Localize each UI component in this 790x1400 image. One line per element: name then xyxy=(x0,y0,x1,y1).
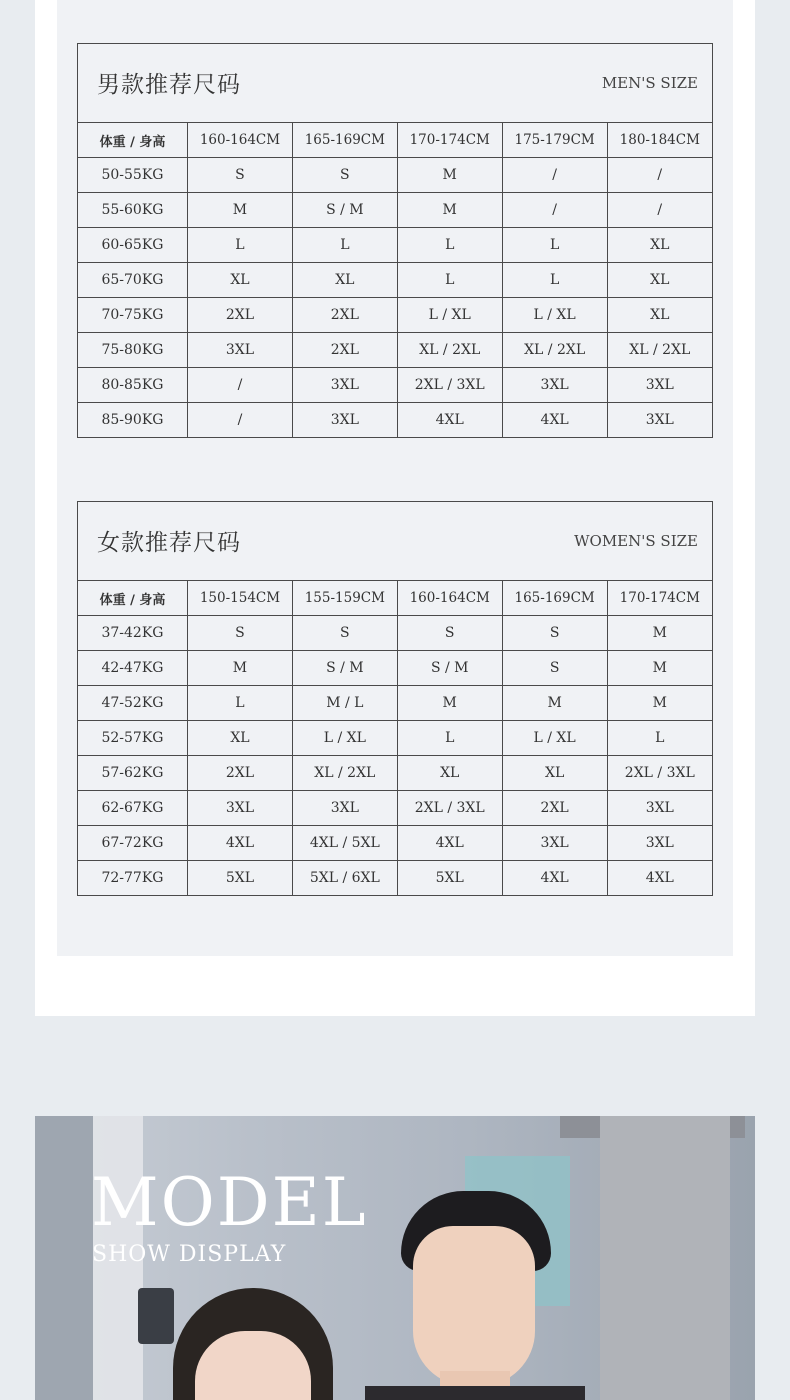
size-cell: M xyxy=(397,193,502,228)
size-cell: L / XL xyxy=(292,721,397,756)
size-cell: 3XL xyxy=(502,826,607,861)
table-header-row xyxy=(78,581,712,616)
women-title-cn: 女款推荐尺码 xyxy=(97,530,241,556)
size-cell: S xyxy=(292,616,397,651)
height-range-header: 180-184CM xyxy=(607,123,712,158)
size-cell: 4XL xyxy=(502,861,607,896)
height-range-header: 170-174CM xyxy=(397,123,502,158)
size-cell: 5XL / 6XL xyxy=(292,861,397,896)
size-cell: / xyxy=(188,403,293,438)
women-size-table xyxy=(77,501,713,896)
height-range-header: 160-164CM xyxy=(397,581,502,616)
table-row xyxy=(78,826,712,861)
size-cell: XL xyxy=(292,263,397,298)
size-cell: 3XL xyxy=(292,368,397,403)
weight-range-cell: 57-62KG xyxy=(78,756,188,791)
table-row xyxy=(78,193,712,228)
size-cell: XL xyxy=(607,263,712,298)
size-cell: S xyxy=(188,616,293,651)
model-title: MODEL xyxy=(91,1164,368,1241)
table-row xyxy=(78,721,712,756)
size-cell: S / M xyxy=(397,651,502,686)
size-cell: XL / 2XL xyxy=(502,333,607,368)
size-cell: 3XL xyxy=(188,791,293,826)
size-cell: 4XL xyxy=(397,826,502,861)
women-title-en: WOMEN'S SIZE xyxy=(574,532,698,550)
weight-range-cell: 50-55KG xyxy=(78,158,188,193)
size-cell: L xyxy=(188,686,293,721)
size-cell: M xyxy=(188,651,293,686)
size-cell: XL xyxy=(502,756,607,791)
male-model-face xyxy=(413,1226,535,1386)
height-range-header: 160-164CM xyxy=(188,123,293,158)
table-row xyxy=(78,228,712,263)
weight-range-cell: 37-42KG xyxy=(78,616,188,651)
size-cell: M xyxy=(397,158,502,193)
size-cell: L xyxy=(397,721,502,756)
size-cell: 2XL xyxy=(292,298,397,333)
size-cell: 2XL xyxy=(502,791,607,826)
weight-range-cell: 52-57KG xyxy=(78,721,188,756)
weight-range-cell: 65-70KG xyxy=(78,263,188,298)
size-cell: 3XL xyxy=(188,333,293,368)
male-model-suit xyxy=(365,1386,585,1400)
size-cell: L / XL xyxy=(502,721,607,756)
weight-range-cell: 42-47KG xyxy=(78,651,188,686)
size-cell: XL xyxy=(607,298,712,333)
size-cell: S xyxy=(292,158,397,193)
size-cell: M xyxy=(397,686,502,721)
height-range-header: 150-154CM xyxy=(188,581,293,616)
size-cell: 2XL / 3XL xyxy=(397,791,502,826)
table-row xyxy=(78,616,712,651)
size-cell: / xyxy=(607,193,712,228)
street-lamp xyxy=(138,1288,174,1344)
height-range-header: 165-169CM xyxy=(502,581,607,616)
women-size-grid xyxy=(78,581,712,895)
size-cell: L xyxy=(607,721,712,756)
size-cell: 4XL xyxy=(645,870,674,886)
weight-range-cell: 55-60KG xyxy=(78,193,188,228)
men-size-table xyxy=(77,43,713,438)
size-cell: XL xyxy=(397,756,502,791)
size-cell: M xyxy=(607,651,712,686)
men-title-en: MEN'S SIZE xyxy=(601,74,698,92)
size-cell: XL xyxy=(188,263,293,298)
background-column xyxy=(600,1116,730,1400)
men-title-cn: 男款推荐尺码 xyxy=(97,72,241,98)
size-cell: / xyxy=(607,158,712,193)
size-cell: M xyxy=(502,686,607,721)
size-cell: 3XL xyxy=(502,368,607,403)
size-cell: L / XL xyxy=(502,298,607,333)
weight-range-cell: 85-90KG xyxy=(78,403,188,438)
size-cell: XL / 2XL xyxy=(292,756,397,791)
size-cell: 3XL xyxy=(607,826,712,861)
weight-range-cell: 67-72KG xyxy=(78,826,188,861)
size-cell: S / M xyxy=(292,651,397,686)
weight-range-cell: 70-75KG xyxy=(78,298,188,333)
size-cell: L xyxy=(502,228,607,263)
size-cell: L xyxy=(397,263,502,298)
table-row xyxy=(78,403,712,438)
size-cell: L xyxy=(292,228,397,263)
size-cell: 4XL xyxy=(397,403,502,438)
size-cell: S xyxy=(502,651,607,686)
table-row xyxy=(78,333,712,368)
size-cell: XL / 2XL xyxy=(607,333,712,368)
table-row xyxy=(78,298,712,333)
women-table-header xyxy=(78,502,712,581)
size-cell: 2XL xyxy=(188,756,293,791)
model-subtitle: SHOW DISPLAY xyxy=(92,1242,287,1267)
weight-range-cell: 47-52KG xyxy=(78,686,188,721)
weight-range-cell: 75-80KG xyxy=(78,333,188,368)
size-cell: 2XL xyxy=(188,298,293,333)
model-show-photo xyxy=(35,1116,755,1400)
men-size-grid xyxy=(78,123,712,437)
table-row xyxy=(78,756,712,791)
table-row xyxy=(78,791,712,826)
table-row xyxy=(78,686,712,721)
size-cell: L xyxy=(188,228,293,263)
size-cell: 5XL xyxy=(188,861,293,896)
size-cell: 2XL / 3XL xyxy=(397,368,502,403)
size-cell: L / XL xyxy=(397,298,502,333)
table-row xyxy=(78,158,712,193)
size-cell: 3XL xyxy=(645,412,674,428)
men-table-header xyxy=(78,44,712,123)
weight-range-cell: 60-65KG xyxy=(78,228,188,263)
size-cell: XL xyxy=(607,228,712,263)
size-cell: L xyxy=(397,228,502,263)
table-row xyxy=(78,263,712,298)
size-cell: S xyxy=(188,158,293,193)
weight-range-cell: 72-77KG xyxy=(78,861,188,896)
table-header-row xyxy=(78,123,712,158)
height-range-header: 175-179CM xyxy=(502,123,607,158)
size-cell: 2XL xyxy=(292,333,397,368)
weight-range-cell: 62-67KG xyxy=(78,791,188,826)
size-cell: 3XL xyxy=(292,403,397,438)
height-range-header: 155-159CM xyxy=(292,581,397,616)
size-cell: 5XL xyxy=(397,861,502,896)
size-cell: / xyxy=(188,368,293,403)
size-cell: S / M xyxy=(292,193,397,228)
weight-height-label: 体重 / 身高 xyxy=(78,123,188,158)
size-cell: S xyxy=(502,616,607,651)
table-row xyxy=(78,651,712,686)
size-cell: 4XL / 5XL xyxy=(292,826,397,861)
background-wall xyxy=(35,1116,93,1400)
size-cell: 4XL xyxy=(188,826,293,861)
table-row xyxy=(78,368,712,403)
size-cell: 4XL xyxy=(502,403,607,438)
size-cell: 3XL xyxy=(607,791,712,826)
size-cell: 3XL xyxy=(607,368,712,403)
weight-range-cell: 80-85KG xyxy=(78,368,188,403)
height-range-header: 165-169CM xyxy=(292,123,397,158)
size-cell: M xyxy=(188,193,293,228)
size-cell: XL / 2XL xyxy=(397,333,502,368)
size-cell: M xyxy=(607,686,712,721)
size-cell: 2XL / 3XL xyxy=(607,756,712,791)
size-cell: 3XL xyxy=(292,791,397,826)
size-cell: L xyxy=(502,263,607,298)
table-row xyxy=(78,861,712,896)
size-cell: / xyxy=(502,158,607,193)
size-cell: XL xyxy=(188,721,293,756)
weight-height-label: 体重 / 身高 xyxy=(78,581,188,616)
size-cell: S xyxy=(397,616,502,651)
size-cell: / xyxy=(502,193,607,228)
height-range-header: 170-174CM xyxy=(607,581,712,616)
size-cell: M xyxy=(607,616,712,651)
size-cell: M / L xyxy=(292,686,397,721)
